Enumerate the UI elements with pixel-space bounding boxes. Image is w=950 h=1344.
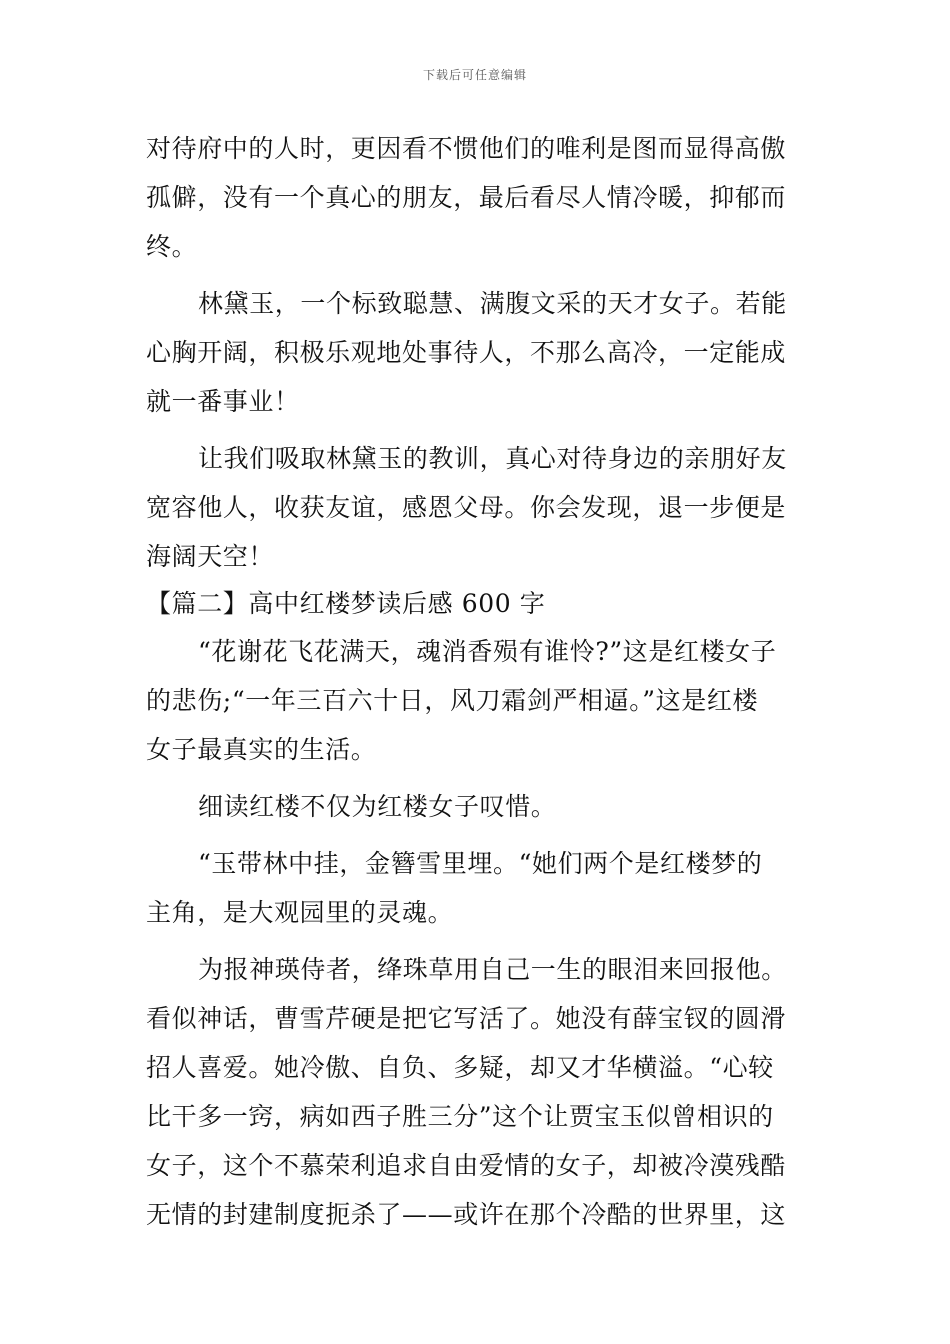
text-line: 对待府中的人时，更因看不惯他们的唯利是图而显得高傲 xyxy=(146,134,787,163)
paragraph-gap xyxy=(146,774,806,782)
document-body xyxy=(146,124,806,1239)
text-line: 招人喜爱。她冷傲、自负、多疑，却又才华横溢。“心较 xyxy=(146,1053,774,1082)
text-line: 终。 xyxy=(146,232,198,261)
text-line: “花谢花飞花满天，魂消香殒有谁怜?”这是红楼女子 xyxy=(198,637,777,666)
page-header: 下载后可任意编辑 xyxy=(422,68,527,82)
text-line: 女子最真实的生活。 xyxy=(146,735,377,764)
section-heading xyxy=(146,581,806,627)
text-line: 看似神话，曹雪芹硬是把它写活了。她没有薛宝钗的圆滑 xyxy=(146,1004,787,1033)
text-line: 孤僻，没有一个真心的朋友，最后看尽人情冷暖，抑郁而 xyxy=(146,183,787,212)
text-line: 细读红楼不仅为红楼女子叹惜。 xyxy=(198,792,557,821)
paragraph xyxy=(146,279,806,426)
paragraph xyxy=(146,782,806,831)
text-line: 无情的封建制度扼杀了——或许在那个冷酷的世界里，这 xyxy=(146,1200,787,1229)
text-line: 女子，这个不慕荣利追求自由爱情的女子，却被冷漠残酷 xyxy=(146,1151,787,1180)
paragraph-gap xyxy=(146,937,806,945)
paragraph xyxy=(146,627,806,774)
paragraph xyxy=(146,945,806,1239)
text-line: 比干多一窍，病如西子胜三分”这个让贾宝玉似曾相识的 xyxy=(146,1102,774,1131)
text-line: “玉带林中挂，金簪雪里埋。“她们两个是红楼梦的 xyxy=(198,849,763,878)
text-line: 主角，是大观园里的灵魂。 xyxy=(146,898,454,927)
text-line: 心胸开阔，积极乐观地处事待人，不那么高冷，一定能成 xyxy=(146,338,787,367)
text-line: 林黛玉，一个标致聪慧、满腹文采的天才女子。若能 xyxy=(198,289,787,318)
paragraph-gap xyxy=(146,426,806,434)
text-line: 让我们吸取林黛玉的教训，真心对待身边的亲朋好友 xyxy=(198,444,787,473)
text-line: 为报神瑛侍者，绛珠草用自己一生的眼泪来回报他。 xyxy=(198,955,787,984)
text-line: 的悲伤;“一年三百六十日，风刀霜剑严相逼。”这是红楼 xyxy=(146,686,759,715)
text-line: 宽容他人，收获友谊，感恩父母。你会发现，退一步便是 xyxy=(146,493,787,522)
paragraph xyxy=(146,839,806,937)
text-line: 【篇二】高中红楼梦读后感 600 字 xyxy=(146,589,546,618)
paragraph-gap xyxy=(146,271,806,279)
paragraph-gap xyxy=(146,831,806,839)
text-line: 海阔天空！ xyxy=(146,542,275,571)
paragraph xyxy=(146,124,806,271)
text-line: 就一番事业！ xyxy=(146,387,300,416)
paragraph xyxy=(146,434,806,581)
